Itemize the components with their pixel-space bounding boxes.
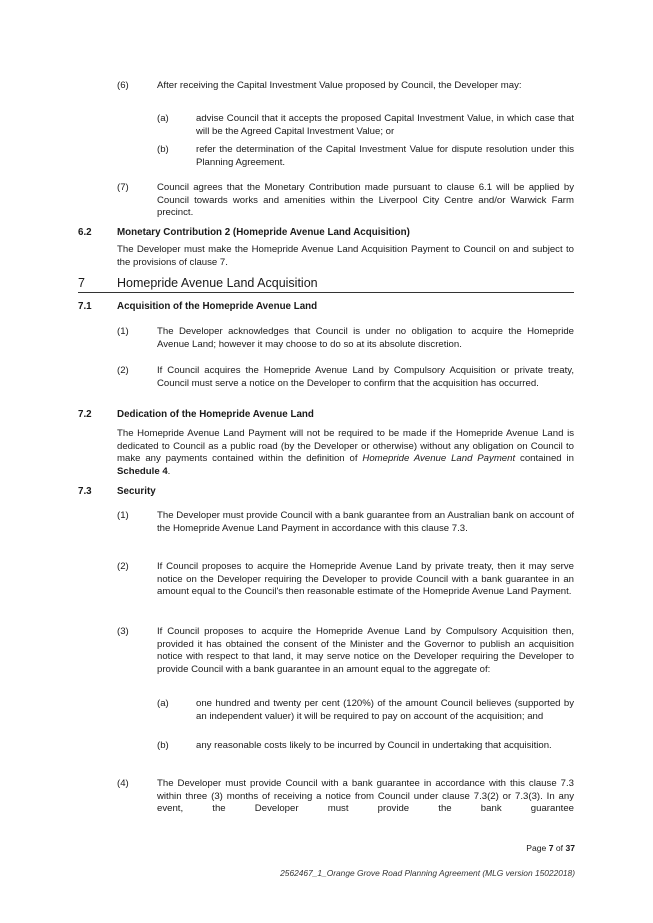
clause-7-3-item-1: The Developer must provide Council with a bank guarantee from an Australian bank on account of the Homepride Avenue Land Payment in accordance with this clause 7.3.: [157, 510, 574, 534]
current-page: 7: [548, 843, 554, 853]
clause-6-1-item-7: Council agrees that the Monetary Contribution made pursuant to clause 6.1 will be applied by Council towards works and amenities within the Liverpool City Centre and/or Warwick Farm precinct.: [157, 182, 574, 219]
page-number: [526, 843, 575, 854]
section-heading: Security: [117, 486, 156, 497]
clause-7-1-item-2: If Council acquires the Homepride Avenue Land by Compulsory Acquisition or private treaty, Council must serve a notice on the Developer to confirm that the acquisition has occurred.: [157, 365, 574, 389]
item-number: (6): [117, 80, 129, 91]
item-number: (7): [117, 182, 129, 193]
defined-term: Homepride Avenue Land Payment: [362, 453, 516, 465]
clause-6-1-item-6b: refer the determination of the Capital Investment Value for dispute resolution under this Planning Agreement.: [196, 144, 574, 168]
section-number: 6.2: [78, 227, 92, 238]
section-heading: Dedication of the Homepride Avenue Land: [117, 409, 314, 420]
clause-7-3-item-3a: one hundred and twenty per cent (120%) of the amount Council believes (supported by an independent valuer) it will be required to pay on account of the acquisition; and: [196, 698, 574, 722]
clause-6-1-item-6a: advise Council that it accepts the proposed Capital Investment Value, in which case that will be the Agreed Capital Investment Value; or: [196, 113, 574, 137]
clause-7-3-item-3b: any reasonable costs likely to be incurred by Council in undertaking that acquisition.: [196, 740, 552, 751]
total-pages: 37: [565, 843, 575, 853]
item-number: (b): [157, 144, 169, 155]
section-number: 7.3: [78, 486, 92, 497]
item-number: (1): [117, 326, 129, 337]
clause-7-1-item-1: The Developer acknowledges that Council is under no obligation to acquire the Homepride Avenue Land; however it may choose to do so at its absolute discretion.: [157, 326, 574, 350]
clause-7-3-item-4: The Developer must provide Council with a bank guarantee in accordance with this clause 7.3 within three (3) months of receiving a notice from Council under clause 7.3(2) or 7.3(3). In any event, the Developer must provide the bank guarantee: [157, 778, 574, 815]
body-text-end: .: [167, 465, 171, 477]
item-number: (2): [117, 561, 129, 572]
item-number: (a): [157, 113, 169, 124]
item-number: (1): [117, 510, 129, 521]
item-number: (4): [117, 778, 129, 789]
body-text-mid: contained in: [520, 453, 574, 465]
item-number: (a): [157, 698, 169, 709]
item-number: (b): [157, 740, 169, 751]
document-reference: 2562467_1_Orange Grove Road Planning Agreement (MLG version 15022018): [280, 868, 575, 878]
clause-6-1-item-6: After receiving the Capital Investment Value proposed by Council, the Developer may:: [157, 80, 522, 91]
section-number: 7.2: [78, 409, 92, 420]
section-heading: Acquisition of the Homepride Avenue Land: [117, 301, 318, 312]
body-text: The Homepride Avenue Land Payment will not be required to be made if the Homepride Avenue Land is dedicated to Council as a public road (by the Developer or otherwise) without any obligation on Council to make any payments contained within the definition of: [117, 428, 574, 465]
clause-number: 7: [78, 276, 85, 290]
section-heading: Monetary Contribution 2 (Homepride Avenue Land Acquisition): [117, 227, 410, 238]
of-label: of: [555, 843, 564, 853]
heading-rule: [78, 292, 574, 293]
clause-heading: Homepride Avenue Land Acquisition: [117, 276, 318, 290]
clause-6-2-body: The Developer must make the Homepride Avenue Land Acquisition Payment to Council on and subject to the provisions of clause 7.: [117, 244, 574, 268]
clause-7-3-item-3: If Council proposes to acquire the Homepride Avenue Land by Compulsory Acquisition then, provided it has obtained the consent of the Minister and the Governor to publish an acquisition notice with respect to that land, it may serve notice on the Developer requiring the Developer to provide Council with a bank guarantee in an amount equal to the aggregate of:: [157, 626, 574, 675]
page-label: Page: [526, 843, 547, 853]
item-number: (3): [117, 626, 129, 637]
clause-7-3-item-2: If Council proposes to acquire the Homepride Avenue Land by private treaty, then it may serve notice on the Developer requiring the Developer to provide Council with a bank guarantee in an amount equal to the Council's then reasonable estimate of the Homepride Avenue Land Payment.: [157, 561, 574, 598]
clause-7-2-body: [117, 428, 574, 478]
item-number: (2): [117, 365, 129, 376]
schedule-reference: Schedule 4: [117, 465, 168, 477]
section-number: 7.1: [78, 301, 92, 312]
